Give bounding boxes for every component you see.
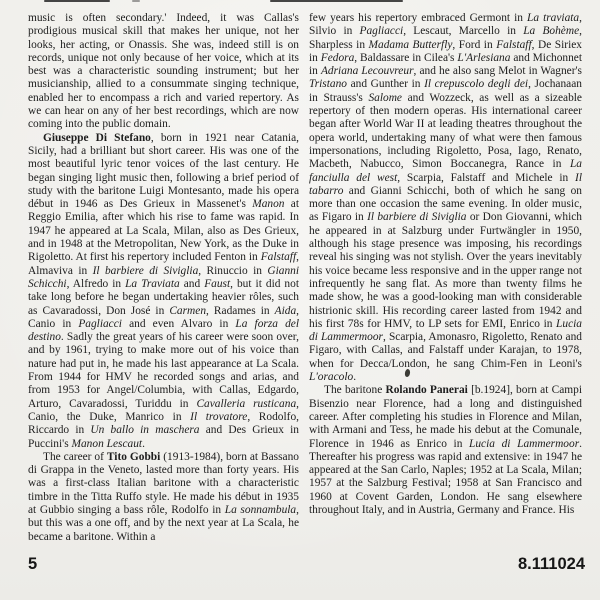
opera-title: La fanciulla del west <box>309 158 582 184</box>
opera-title: Manon <box>252 198 285 211</box>
body-text: , Canio in <box>28 304 299 330</box>
body-text: , Scarpia, Falstaff and Michele in <box>397 171 576 184</box>
opera-title: La Bohème <box>523 25 580 38</box>
body-text: , Rodolfo, Riccardo in <box>28 410 299 437</box>
body-text: and even Alvaro in <box>121 317 236 330</box>
opera-title: Il barbiere di Siviglia <box>367 211 467 224</box>
opera-title: Il trovatore <box>190 410 248 423</box>
opera-title: Carmen <box>169 304 207 317</box>
body-text: . <box>353 371 357 384</box>
opera-title: Salome <box>368 91 402 104</box>
body-text: , Rinuccio in <box>198 264 268 277</box>
body-text: . Sadly the great years of his career were soon over, and by 1961, trying to make more out of his voice than nature had put in, he made his last appearance at La Scala. From 1944 for HMV he recorded songs and arias, and from 1953 for Angel/Columbia, with Callas, Edgardo, Arturo, Cavaradossi, Turiddu in <box>28 331 299 410</box>
body-text: , and he also sang Melot in Wagner's <box>413 65 582 78</box>
body-text: (1913-1984), born at Bassano di Grappa in the Veneto, lasted more than forty years. His was a first-class Italian baritone with a characteristic timbre in the Titta Ruffo style. He made his début in 1935 at Gubbio singing a bass rôle, Rodolfo in <box>28 450 299 516</box>
body-text: , De Siriex in <box>309 38 582 64</box>
person-name: Tito Gobbi <box>106 450 161 463</box>
paragraph <box>28 12 299 132</box>
body-text: at Reggio Emilia, after which his rise to fame was rapid. In 1947 he appeared at La Scala, Milan, also as Des Grieux, and in 1948 at the Metropolitan, New York, as the Duke in Rigoletto. At first his repertory included Fenton in <box>28 198 299 264</box>
catalog-number: 8.111024 <box>518 555 585 573</box>
page-number: 5 <box>28 555 38 573</box>
paragraph <box>309 12 582 384</box>
opera-title: L'Arlesiana <box>457 51 511 64</box>
opera-title: Il barbiere di Siviglia <box>92 264 199 277</box>
opera-title: Il tabarro <box>309 171 582 197</box>
body-text: , Ford in <box>452 38 497 51</box>
body-text: , Canio, the Duke, Manrico in <box>28 397 299 423</box>
opera-title: Un ballo in maschera <box>90 424 200 437</box>
body-text: , Baldassare in Cilea's <box>354 51 458 64</box>
body-text: few years his repertory embraced Germont in <box>309 12 527 24</box>
opera-title: Falstaff <box>260 251 297 264</box>
text-column-left <box>28 12 299 560</box>
body-text: , born in 1921 near Catania, Sicily, had a brilliant but short career. His was one of the most beautiful lyric tenor voices of the last century. He began singing light music then, following a brief period of study with the baritone Luigi Montesanto, made his opera début in 1946 as Des Grieux in Massenet's <box>28 131 299 211</box>
opera-title: Faust <box>204 277 231 290</box>
body-text: , Almaviva in <box>28 251 299 277</box>
body-text: [b.1924], born at Campi Bisenzio near Florence, had a long and distinguished career. After completing his studies in Florence and Milan, with Armani and Tess, he made his debut at the Comunale, Florence in 1946 as Enrico in <box>309 384 582 450</box>
body-text: , Scarpia, Amonasro, Rigoletto, Renato and Figaro, with Callas, and Falstaff under Karajan, to 1978, when for Decca/London, he sang Chim-Fen in Leoni's <box>309 331 582 370</box>
opera-title: Lucia di Lammermoor <box>469 437 580 450</box>
body-text: , Sharpless in <box>309 25 582 51</box>
body-text: and Wozzeck, as well as a sizeable repertory of then modern operas. His international career began after World War II at leading theatres throughout the opera world, undertaking many of what were then famous impersonations, including Rigoletto, Posa, Iago, Renato, Macbeth, Nabucco, Simon Boccanegra, Rance in <box>309 91 582 171</box>
opera-title: La forza del destino <box>28 317 299 344</box>
body-text: , Lescaut, Marcello in <box>403 25 524 38</box>
body-text: , but it did not take long before he began undertaking heavier rôles, such as Cavaradossi, Don José in <box>28 277 299 317</box>
opera-title: La Traviata <box>125 277 180 290</box>
opera-title: Pagliacci <box>359 25 404 38</box>
body-text: and Des Grieux in Puccini's <box>28 424 299 450</box>
body-text: and Michonnet in <box>309 51 582 78</box>
text-column-right <box>309 12 582 560</box>
opera-title: La sonnambula <box>224 503 297 516</box>
body-text: . <box>142 437 145 450</box>
body-text: , Jochanaan in Strauss's <box>309 78 582 104</box>
scan-artifact <box>270 0 403 2</box>
opera-title: La traviata <box>527 12 580 24</box>
body-text: The career of <box>43 450 107 463</box>
body-text: . Thereafter his progress was rapid and extensive: in 1947 he appeared at the San Carlo, Naples; 1952 at La Scala, Milan; 1957 at the Salzburg Festival; 1958 at San Francisco and 1960 at Covent Garden, London. He sang elsewhere throughout Italy, and in Austria, Germany and France. His <box>309 437 582 516</box>
body-text: , but this was a one off, and by the next year at La Scala, he became a baritone. Within a <box>28 503 299 543</box>
opera-title: Il crepuscolo degli dei <box>424 78 529 91</box>
body-text: , Radames in <box>206 304 275 317</box>
body-text: or Don Giovanni, which he appeared in at Salzburg under Furtwängler in 1950, although his stage presence was imposing, his recordings reveal his singing was not stylish. Over the years inevitably his voice became less responsive and in the upper range not infrequently he sang flat. As more than twenty films he made show, he was a good-looking man with considerable histrionic skill. His recording career lasted from 1942 and his first 78s for HMV, to LP sets for EMI, Enrico in <box>309 211 582 330</box>
opera-title: L'oracolo <box>309 371 354 384</box>
opera-title: Cavalleria rusticana <box>196 397 297 410</box>
paragraph <box>309 384 582 517</box>
body-text: music is often secondary.' Indeed, it was Callas's prodigious musical skill that makes her unique, not her looks, her acting, or Onassis. She was, indeed still is on records, unique not only because of her voice, which at its best was a characteristic sounding instrument; but her musicianship, allied to a consummate singing technique, enabled her to encompass a rich and varied repertory. As we can hear on any of her best recordings, which are now coming into the public domain. <box>28 12 299 131</box>
person-name: Rolando Panerai <box>385 384 468 397</box>
opera-title: Fedora <box>320 51 355 64</box>
body-text: , Alfredo in <box>66 277 126 290</box>
opera-title: Aida <box>274 304 297 317</box>
scan-artifact <box>132 0 140 2</box>
body-text: , Silvio in <box>309 12 582 38</box>
opera-title: Falstaff <box>496 38 532 51</box>
opera-title: Pagliacci <box>78 317 122 330</box>
paragraph <box>28 451 299 544</box>
opera-title: Adriana Lecouvreur <box>320 65 414 78</box>
opera-title: Lucia di Lammermoor <box>309 317 582 344</box>
paragraph <box>28 132 299 451</box>
opera-title: Madama Butterfly <box>368 38 453 51</box>
opera-title: Manon Lescaut <box>71 437 143 450</box>
person-name: Giuseppe Di Stefano <box>43 131 151 144</box>
scan-artifact <box>44 0 110 2</box>
body-text: The baritone <box>324 384 386 397</box>
opera-title: Tristano <box>309 78 347 91</box>
body-text: and <box>179 277 205 290</box>
opera-title: Gianni Schicchi <box>28 264 299 290</box>
body-text: and Gunther in <box>347 78 425 91</box>
body-text: and Gianni Schicchi, both of which he sang on more than one occasion the same evening. In older music, as Figaro in <box>309 184 582 224</box>
